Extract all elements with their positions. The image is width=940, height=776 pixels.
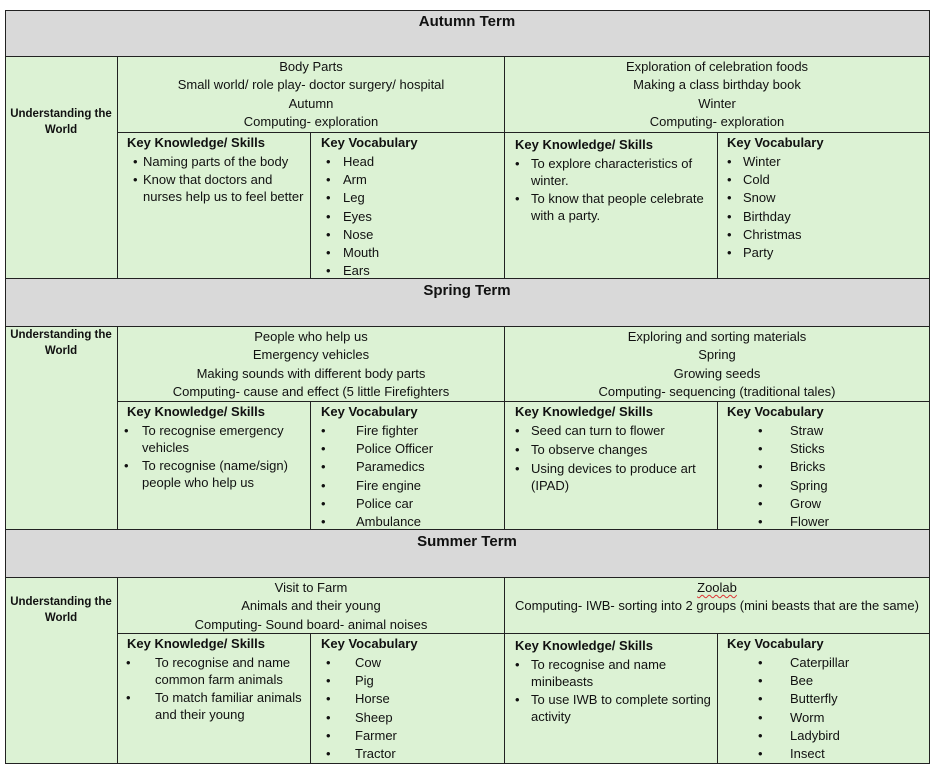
list-item: • To know that people celebrate with a party. — [515, 190, 712, 224]
topic-line: Body Parts — [279, 59, 343, 74]
topic-line: Winter — [698, 95, 736, 111]
list-item: • Snow — [727, 189, 922, 207]
spring-left-topics — [118, 328, 504, 401]
autumn-left-knowledge-header: Key Knowledge/ Skills — [127, 135, 265, 150]
topic-line: Making a class birthday book — [633, 77, 801, 93]
summer-left-vocab-list — [326, 654, 501, 763]
list-item: • To recognise (name/sign) people who help us — [124, 457, 306, 491]
list-item: • To match familiar animals and their young — [126, 689, 306, 723]
topic-line: Emergency vehicles — [252, 347, 370, 363]
autumn-right-topics — [505, 58, 929, 131]
summer-left-knowledge-list — [126, 654, 306, 723]
list-item: • Ears — [326, 262, 496, 280]
list-item: • Cold — [727, 171, 922, 189]
list-item: • Using devices to produce art (IPAD) — [515, 460, 712, 494]
topic-line: Computing- IWB- sorting into 2 groups (mini beasts that are the same) — [515, 598, 919, 614]
list-item: • Horse — [326, 690, 501, 708]
list-item: • Grow — [758, 495, 923, 513]
list-item: • Farmer — [326, 727, 501, 745]
summer-left-topics — [118, 579, 504, 634]
summer-left-knowledge-header: Key Knowledge/ Skills — [127, 636, 265, 651]
topic-line: Computing- Sound board- animal noises — [194, 616, 428, 632]
list-item: • Naming parts of the body — [133, 153, 305, 170]
list-item: • Caterpillar — [758, 654, 923, 672]
spring-left-knowledge-list — [124, 422, 306, 491]
list-item: • Head — [326, 153, 496, 171]
term-title-autumn: Autumn Term — [418, 13, 516, 30]
term-title-summer: Summer Term — [417, 533, 517, 550]
list-item: • Christmas — [727, 226, 922, 244]
list-item: • Police car — [321, 495, 499, 513]
term-title-spring: Spring Term — [423, 282, 511, 299]
list-item: • To recognise emergency vehicles — [124, 422, 306, 456]
autumn-left-topics — [118, 58, 504, 131]
list-item: • Tractor — [326, 745, 501, 763]
summer-left-vocab-header: Key Vocabulary — [321, 636, 418, 651]
list-item: • Know that doctors and nurses help us to feel better — [133, 171, 305, 205]
spring-left-vocab-list — [321, 422, 499, 531]
list-item: • Fire fighter — [321, 422, 499, 440]
list-item: • Party — [727, 244, 922, 262]
list-item: • Paramedics — [321, 458, 499, 476]
area-label-autumn: Understanding the World — [10, 108, 112, 136]
list-item: • Ambulance — [321, 513, 499, 531]
topic-line: Visit to Farm — [274, 580, 348, 595]
topic-line: Computing- sequencing (traditional tales) — [598, 383, 836, 399]
list-item: • Mouth — [326, 244, 496, 262]
autumn-right-knowledge-list — [515, 155, 712, 224]
list-item: • Eyes — [326, 208, 496, 226]
list-item: • Flower — [758, 513, 923, 531]
spring-right-knowledge-header: Key Knowledge/ Skills — [515, 404, 653, 419]
list-item: • Arm — [326, 171, 496, 189]
topic-line — [512, 579, 922, 597]
list-item: • Police Officer — [321, 440, 499, 458]
summer-right-vocab-list — [758, 654, 923, 763]
autumn-right-vocab-list — [727, 153, 922, 262]
list-item: • To observe changes — [515, 441, 712, 460]
topic-line: People who help us — [254, 329, 368, 344]
summer-right-knowledge-header: Key Knowledge/ Skills — [515, 638, 653, 653]
list-item: • Fire engine — [321, 477, 499, 495]
list-item: • Insect — [758, 745, 923, 763]
spring-right-vocab-list — [758, 422, 923, 531]
spring-right-vocab-header: Key Vocabulary — [727, 404, 824, 419]
topic-line: Computing- cause and effect (5 little Firefighters — [172, 383, 450, 399]
list-item: • Sticks — [758, 440, 923, 458]
topic-line: Animals and their young — [241, 598, 381, 614]
topic-line: Computing- exploration — [649, 113, 785, 129]
list-item: • Worm — [758, 709, 923, 727]
topic-line: Making sounds with different body parts — [196, 365, 426, 381]
autumn-left-knowledge-list — [133, 153, 305, 205]
list-item: • Pig — [326, 672, 501, 690]
topic-line: Computing- exploration — [243, 113, 379, 129]
list-item: • Sheep — [326, 709, 501, 727]
topic-line: Exploring and sorting materials — [627, 329, 807, 344]
list-item: • Winter — [727, 153, 922, 171]
autumn-left-vocab-list — [326, 153, 496, 280]
spring-left-knowledge-header: Key Knowledge/ Skills — [127, 404, 265, 419]
list-item: • To use IWB to complete sorting activity — [515, 691, 712, 725]
list-item: • Seed can turn to flower — [515, 422, 712, 441]
autumn-left-vocab-header: Key Vocabulary — [321, 135, 418, 150]
summer-right-topics — [512, 579, 922, 616]
autumn-right-knowledge-header: Key Knowledge/ Skills — [515, 137, 653, 152]
topic-line: Autumn — [288, 95, 334, 111]
list-item: • To explore characteristics of winter. — [515, 155, 712, 189]
list-item: • Straw — [758, 422, 923, 440]
topic-line: Exploration of celebration foods — [625, 59, 809, 74]
list-item: • Bricks — [758, 458, 923, 476]
summer-right-vocab-header: Key Vocabulary — [727, 636, 824, 651]
list-item: • Butterfly — [758, 690, 923, 708]
list-item: • Birthday — [727, 208, 922, 226]
list-item: • Nose — [326, 226, 496, 244]
spring-left-vocab-header: Key Vocabulary — [321, 404, 418, 419]
topic-line: Growing seeds — [673, 365, 761, 381]
list-item: • Ladybird — [758, 727, 923, 745]
list-item: • Bee — [758, 672, 923, 690]
spring-right-topics — [505, 328, 929, 401]
area-label-summer: Understanding the World — [10, 596, 112, 624]
list-item: • Spring — [758, 477, 923, 495]
summer-right-knowledge-list — [515, 656, 712, 725]
topic-line: Small world/ role play- doctor surgery/ hospital — [177, 77, 445, 93]
list-item: • Cow — [326, 654, 501, 672]
area-label-spring: Understanding the World — [10, 329, 112, 357]
list-item: • To recognise and name minibeasts — [515, 656, 712, 690]
autumn-right-vocab-header: Key Vocabulary — [727, 135, 824, 150]
topic-line: Spring — [698, 347, 736, 363]
spring-right-knowledge-list — [515, 422, 712, 494]
list-item: • To recognise and name common farm animals — [126, 654, 306, 688]
zoolab-text: Zoolab — [697, 580, 737, 595]
list-item: • Leg — [326, 189, 496, 207]
